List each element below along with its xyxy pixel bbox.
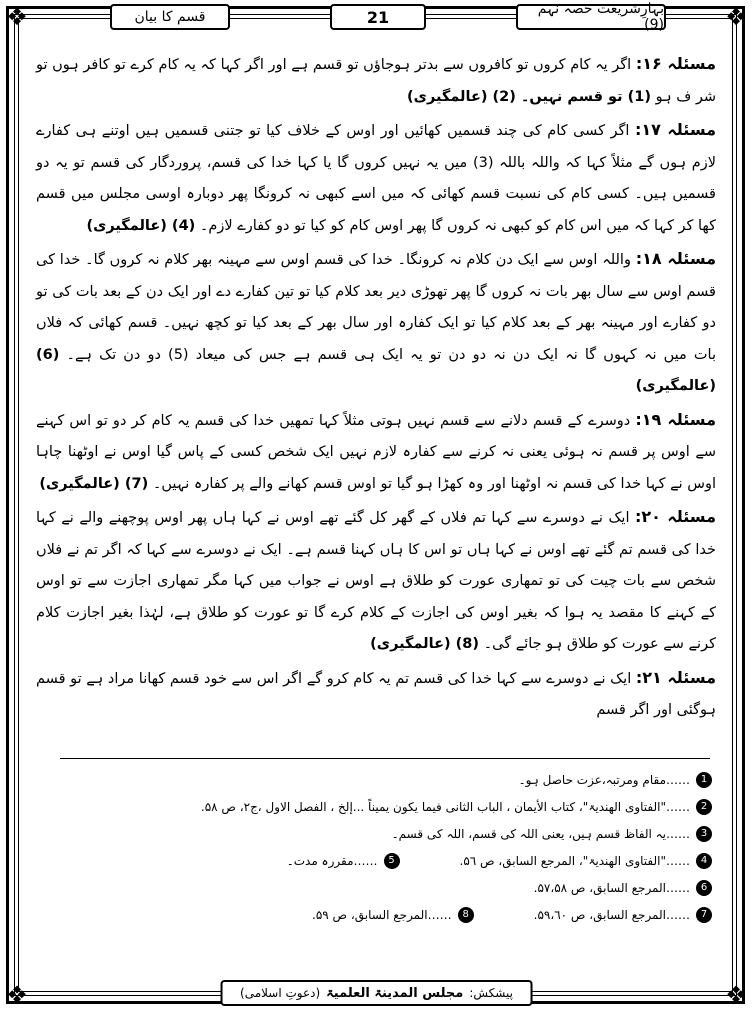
footnote-number: 7 (696, 907, 712, 923)
footnote-number: 5 (384, 853, 400, 869)
masala-19 (36, 404, 716, 501)
footnote-text: ……المرجع السابق، ص ۵۹،٦۰. (533, 907, 690, 922)
masala-21 (36, 662, 716, 727)
footnote-row (60, 847, 712, 874)
masala-label: مسئلہ ۲۱: (635, 667, 717, 687)
book-title: بہارِشریعت حصہ نہم (9) (516, 4, 666, 30)
masala-17 (36, 114, 716, 242)
masala-reference: (6) (عالمگیری) (36, 346, 716, 394)
footnote-text: ……مقررہ مدت۔ (286, 853, 378, 868)
footnote-number: 6 (696, 880, 712, 896)
footnote-text: ……المرجع السابق، ص ۵۷،۵۸. (533, 880, 690, 895)
ornament-bottom-left-icon: ❖ (6, 981, 28, 1009)
footnote-8 (312, 901, 474, 928)
footnote-number: 2 (696, 799, 712, 815)
footnote-text: ……"الفتاوی الھندیۃ"، کتاب الأیمان ، الباب الثانی فیما یکون یمیناً ...إلخ ، الفصل الاول ،ج۲، ص ۵۸. (200, 799, 690, 814)
footer-organization: مجلس المدینۃ العلمیۃ (326, 985, 464, 1001)
masala-text: واللہ اوس سے ایک دن کلام نہ کرونگا۔ خدا کی قسم اوس سے مہینہ بھر کلام نہ کروں گا۔ خدا کی قسم اوس سے سال بھر بات نہ کروں گا پھر تھوڑی دیر بعد کلام کیا تو تین کفارے دے اور ایک دن کے بعد بات کی تو دو کفارے اور مہینہ بھر کے بعد کلام کیا تو ایک کفارہ اور سال بھر کے بعد کیا تو کچھ نہیں۔ قسم کھائی کہ فلاں بات میں نہ کہوں گا نہ ایک دن نہ دو دن تو یہ ایک ہی قسم ہے جس کی میعاد (5) دو دن تک ہے۔ (36, 252, 716, 363)
footnote-7 (534, 901, 712, 928)
footer-prefix: پیشکش: (469, 986, 513, 1000)
masala-text: اگر کسی کام کی چند قسمیں کھائیں اور اوس کے خلاف کیا تو جتنی قسمیں ہیں اوتنے ہی کفارے لازم ہوں گے مثلاً کہا کہ واللہ باللہ (3) میں یہ نہیں کروں گا یا کہا خدا کی قسم، پروردگار کی قسم تو یہ دو قسمیں ہیں۔ کسی کام کی نسبت قسم کھائی کہ میں اسے کبھی نہ کرونگا پھر دوبارہ اوسی مجلس میں قسم کھا کر کہا کہ میں اس کام کو کبھی نہ کروں گا پھر اوس کام کو کیا تو دو کفارے لازم۔ (36, 123, 716, 234)
footnote-text: ……یہ الفاظ قسم ہیں، یعنی اللہ کی قسم، اللہ کی قسم۔ (391, 826, 690, 841)
page-body (36, 48, 716, 728)
footnote-2 (60, 793, 712, 820)
chapter-title: قسم کا بیان (110, 4, 230, 30)
footnote-text: ……المرجع السابق، ص ۵۹. (312, 907, 452, 922)
footer-suffix: (دعوتِ اسلامی) (240, 986, 321, 1000)
footnote-3 (60, 820, 712, 847)
masala-label: مسئلہ ۱۸: (635, 249, 717, 268)
page-number: 21 (330, 4, 426, 30)
masala-label: مسئلہ ۲۰: (634, 507, 716, 526)
ornament-bottom-right-icon: ❖ (725, 981, 747, 1009)
ornament-top-right-icon: ❖ (725, 3, 747, 31)
masala-reference: (7) (عالمگیری) (39, 475, 149, 492)
masala-label: مسئلہ ۱۶: (635, 54, 716, 73)
masala-text: ایک نے دوسرے سے کہا خدا کی قسم تم یہ کام کرو گے اگر اس سے خود قسم کھانا مراد ہے تو قسم ہوگئی اور اگر قسم (36, 670, 716, 718)
footnote-text: ……"الفتاوی الھندیۃ"، المرجع السابق، ص ۵٦. (459, 853, 690, 868)
masala-text: ایک نے دوسرے سے کہا تم فلاں کے گھر کل گئے تھے اوس نے کہا ہاں پھر اوس پوچھنے والے نے کہا خدا کی قسم تم گئے تھے اوس نے کہا ہاں تو اس کا ہاں کہنا قسم ہے۔ ایک نے دوسرے سے کہا کہ اگر تم نے فلاں شخص سے بات چیت کی تو تمھاری عورت کو طلاق ہے اوس نے جواب میں کہا مگر تمھاری اجازت سے تو اوس کے کہنے کا مقصد یہ ہوا کہ بغیر اوس کی اجازت کے کلام کرے گا تو عورت کو طلاق ہے، لہٰذا بغیر اجازت کلام کرنے سے عورت کو طلاق ہو جائے گی۔ (36, 510, 716, 652)
footnote-6 (60, 874, 712, 901)
footnote-text: ……مقام ومرتبہ،عزت حاصل ہو۔ (518, 772, 690, 787)
masala-label: مسئلہ ۱۷: (634, 120, 717, 139)
footnote-1 (60, 766, 712, 793)
footnote-number: 4 (696, 853, 712, 869)
footnote-5 (287, 847, 400, 874)
masala-reference: (4) (عالمگیری) (86, 217, 196, 234)
footnote-number: 8 (458, 907, 474, 923)
page-footer (220, 980, 533, 1006)
masala-text: اگر یہ کام کروں تو کافروں سے بدتر ہوجاؤں تو قسم ہے اور اگر کہا کہ یہ کام کرے تو کافر ہوں تو شر ف ہو (36, 57, 716, 105)
masala-reference: (1) تو قسم نہیں۔ (2) (عالمگیری) (407, 88, 651, 105)
footnotes (60, 766, 712, 928)
footnote-divider (60, 758, 710, 759)
masala-reference: (8) (عالمگیری) (370, 636, 480, 652)
masala-18 (36, 243, 716, 403)
footnote-number: 3 (696, 826, 712, 842)
masala-label: مسئلہ ۱۹: (635, 409, 716, 429)
masala-20 (36, 501, 716, 661)
footnote-number: 1 (696, 772, 712, 788)
masala-text: دوسرے کے قسم دلانے سے قسم نہیں ہوتی مثلاً کہا تمھیں خدا کی قسم یہ کام کر دو تو اس کہنے سے اوس پر قسم نہ ہوئی یعنی نہ کرنے سے کفارہ لازم نہیں ایک شخص کسی کے پاس گیا اوس نے اوٹھنا چاہا اوس نے کہا خدا کی قسم نہ اوٹھنا اور وہ کھڑا ہو گیا تو اوس قسم کھانے والے پر کفارہ نہیں۔ (36, 412, 716, 492)
masala-16 (36, 48, 716, 113)
footnote-4 (460, 847, 712, 874)
ornament-top-left-icon: ❖ (6, 3, 28, 31)
footnote-row (60, 901, 712, 928)
page-header (60, 1, 692, 34)
